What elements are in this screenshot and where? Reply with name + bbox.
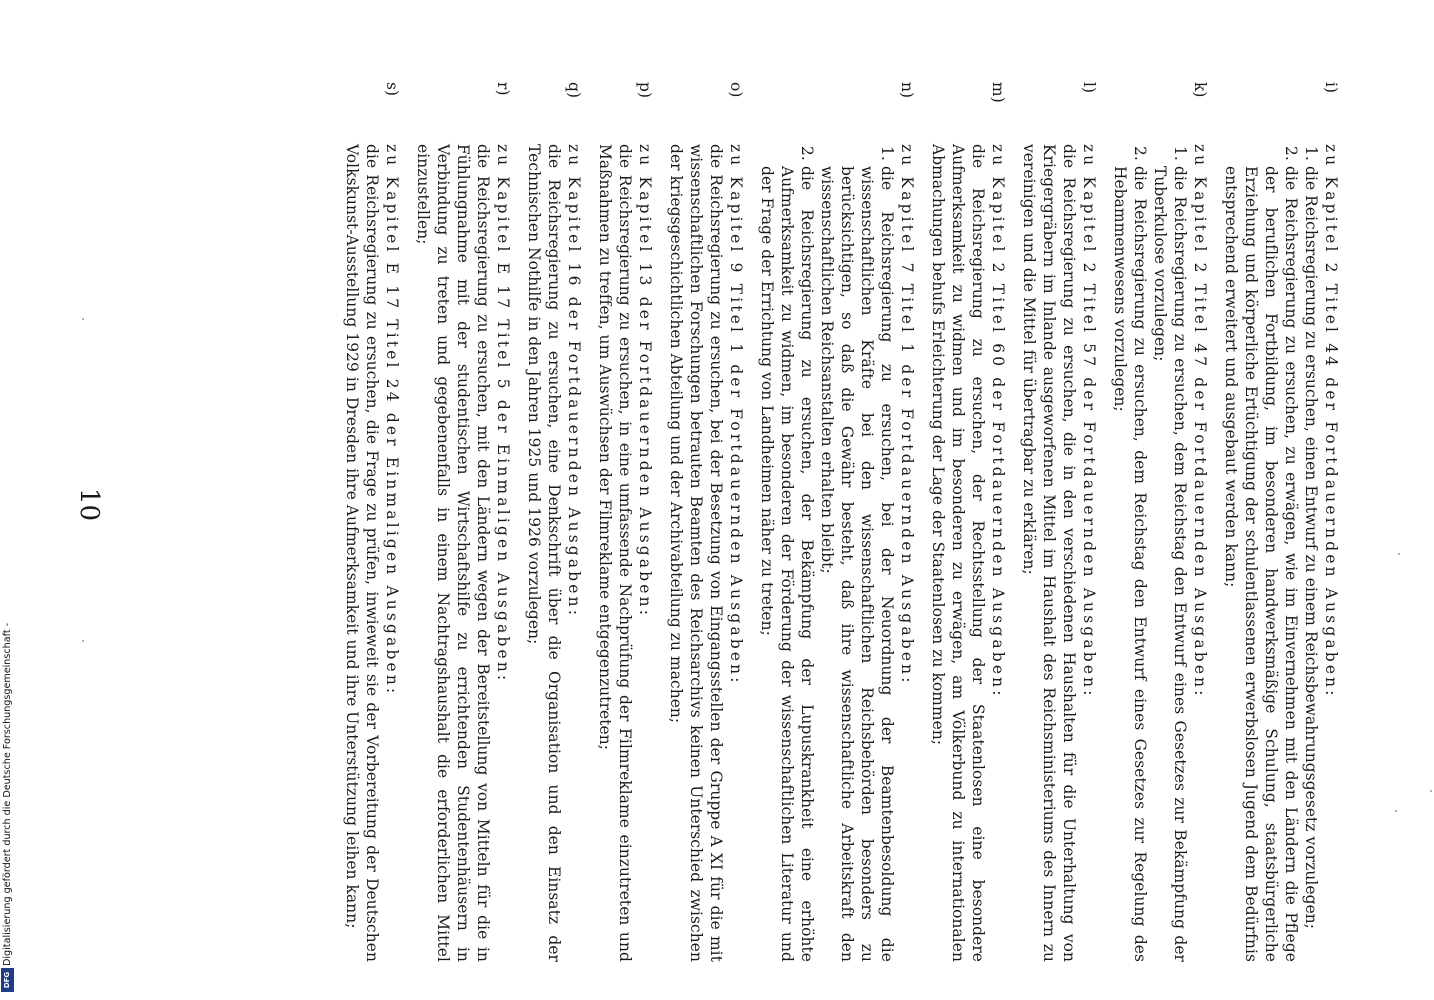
entry-l xyxy=(1019,82,1099,962)
entry-text: die Reichsregierung zu ersuchen, die in den verschiedenen Haushalten für die Unterhaltung von Kriegergräbern im Inlande ausgeworfenen Mittel im Haushalt des Reichsministeriums des Innern zu vereinigen und die Mittel für übertragbar zu erklären; xyxy=(1020,144,1078,962)
entry-r xyxy=(413,82,513,962)
subitem-text: die Reichsregierung zu ersuchen, einen Entwurf zu einem Reichsbewahrungsgesetz vorzulegen; xyxy=(1302,166,1320,930)
entry-letter: i) xyxy=(1322,82,1340,94)
entry-letter: k) xyxy=(1191,82,1209,98)
entry-letter: l) xyxy=(1080,82,1098,94)
entry-subitem xyxy=(757,144,817,962)
subitem-text: die Reichsregierung zu ersuchen, dem Reichstag den Entwurf eines Gesetzes zur Bekämpfung der Tuberkulose vorzulegen; xyxy=(1151,166,1189,962)
subitem-text: die Reichsregierung zu ersuchen, bei der Neuordnung der Beamtenbesoldung die wissenschaftlichen Kräfte bei den wissenschaftlichen Reichsbehörden besonders zu berücksichtigen, so daß die Gewähr besteht, daß ihre wissenschaftliche Arbeitskraft den wissenschaftlichen Reichsanstalten erhalten bleibt; xyxy=(818,166,896,962)
entry-letter: q) xyxy=(565,82,583,99)
entry-letter: s) xyxy=(383,82,401,97)
entry-heading: zu Kapitel 13 der Fortdauernden Ausgaben: xyxy=(636,144,654,619)
entry-heading: zu Kapitel 9 Titel 1 der Fortdauernden Ausgaben: xyxy=(727,144,745,686)
subitem-number: 2. xyxy=(1131,146,1149,161)
entry-text: die Reichsregierung zu ersuchen, der Rechtsstellung der Staatenlosen eine besondere Aufmerksamkeit zu widmen und im besonderen zu erwägen, am Völkerbund zu internationalen Abmachungen behufs Erleichterung der Lage der Staatenlosen zu kommen; xyxy=(929,144,987,962)
entry-heading: zu Kapitel 2 Titel 60 der Fortdauernden Ausgaben: xyxy=(989,144,1007,699)
entry-k xyxy=(1110,82,1210,962)
entry-q xyxy=(524,82,584,962)
entry-subitem xyxy=(1110,144,1150,962)
subitem-number: 1. xyxy=(878,146,896,161)
entry-heading: zu Kapitel 2 Titel 57 der Fortdauernden Ausgaben: xyxy=(1080,144,1098,699)
subitem-number: 2. xyxy=(798,146,816,161)
entry-text: die Reichsregierung zu ersuchen, in eine umfassende Nachprüfung der Filmreklame einzutreten und Maßnahmen zu treffen, um Auswüchsen der Filmreklame entgegenzutreten; xyxy=(596,144,634,962)
entry-o xyxy=(666,82,746,962)
subitem-number: 1. xyxy=(1302,146,1320,161)
subitem-text: die Reichsregierung zu ersuchen, dem Reichstag den Entwurf eines Gesetzes zur Regelung des Hebammenwesens vorzulegen; xyxy=(1111,166,1149,962)
entry-heading: zu Kapitel 2 Titel 47 der Fortdauernden Ausgaben: xyxy=(1191,144,1209,699)
entry-subitem xyxy=(1221,144,1301,962)
entry-heading: zu Kapitel E 17 Titel 24 der Einmaligen Ausgaben: xyxy=(383,144,401,697)
subitem-number: 2. xyxy=(1282,146,1300,161)
entry-subitem xyxy=(817,144,897,962)
entry-text: die Reichsregierung zu ersuchen, bei der Besetzung von Eingangsstellen der Gruppe A XI für die mit wissenschaftlichen Forschungen betrauten Beamten des Reichsarchivs keinen Unterschied zwischen der kriegsgeschichtlichen Abteilung und der Archivabteilung zu machen; xyxy=(667,144,725,962)
entry-letter: n) xyxy=(898,82,916,99)
subitem-text: die Reichsregierung zu ersuchen, der Bekämpfung der Lupuskrankheit eine erhöhte Aufmerksamkeit zu widmen, im besonderen der Förderung der wissenschaftlichen Literatur und der Frage der Errichtung von Landheimen näher zu treten; xyxy=(758,166,816,962)
entry-letter: m) xyxy=(989,82,1007,103)
digitization-credit: Digitalisierung gefördert durch die Deutsche Forschungsgemeinschaft - xyxy=(2,622,13,966)
entry-heading: zu Kapitel 7 Titel 1 der Fortdauernden Ausgaben: xyxy=(898,144,916,686)
entry-n xyxy=(757,82,917,962)
entry-letter: p) xyxy=(636,82,654,99)
entry-p xyxy=(595,82,655,962)
page-number: 10 xyxy=(74,488,104,522)
subitem-text: die Reichsregierung zu ersuchen, zu erwägen, wie im Einvernehmen mit den Ländern die Pflege der beruflichen Fortbildung, im besonderen handwerksmäßige Schulung, staatsbürgerliche Erziehung und körperliche Ertüchtigung der schulentlassenen erwerbslosen Jugend dem Bedürfnis entsprechend erweitert und ausgebaut werden kann; xyxy=(1222,166,1300,962)
entry-letter: r) xyxy=(494,82,512,96)
entry-heading: zu Kapitel 2 Titel 44 der Fortdauernden Ausgaben: xyxy=(1322,144,1340,699)
entry-text: die Reichsregierung zu ersuchen, mit den Ländern wegen der Bereitstellung von Mitteln für die in Fühlungnahme mit der studentischen Wirtschaftshilfe zu errichtenden Studentenhäusern in Verbindung zu treten und gegebenenfalls in einem Nachtragshaushalt die erforderlichen Mittel einzustellen; xyxy=(414,144,492,962)
subitem-number: 1. xyxy=(1171,146,1189,161)
entry-text: die Reichsregierung zu ersuchen, eine Denkschrift über die Organisation und den Einsatz der Technischen Nothilfe in den Jahren 1925 und 1926 vorzulegen; xyxy=(525,144,563,962)
entry-heading: zu Kapitel 16 der Fortdauernden Ausgaben: xyxy=(565,144,583,619)
entry-letter: o) xyxy=(727,82,745,98)
entry-m xyxy=(928,82,1008,962)
entry-i xyxy=(1221,82,1341,962)
entry-text: die Reichsregierung zu ersuchen, die Frage zu prüfen, inwieweit sie der Vorbereitung der Deutschen Volkskunst-Ausstellung 1929 in Dresden ihre Aufmerksamkeit und ihre Unterstützung leihen kann; xyxy=(343,144,381,962)
entry-subitem xyxy=(1301,144,1321,962)
entry-heading: zu Kapitel E 17 Titel 5 der Einmaligen Ausgaben: xyxy=(494,144,512,684)
dfg-logo: DFG xyxy=(1,968,14,992)
entry-s xyxy=(342,82,402,962)
entry-subitem xyxy=(1150,144,1190,962)
document-body xyxy=(331,82,1341,962)
